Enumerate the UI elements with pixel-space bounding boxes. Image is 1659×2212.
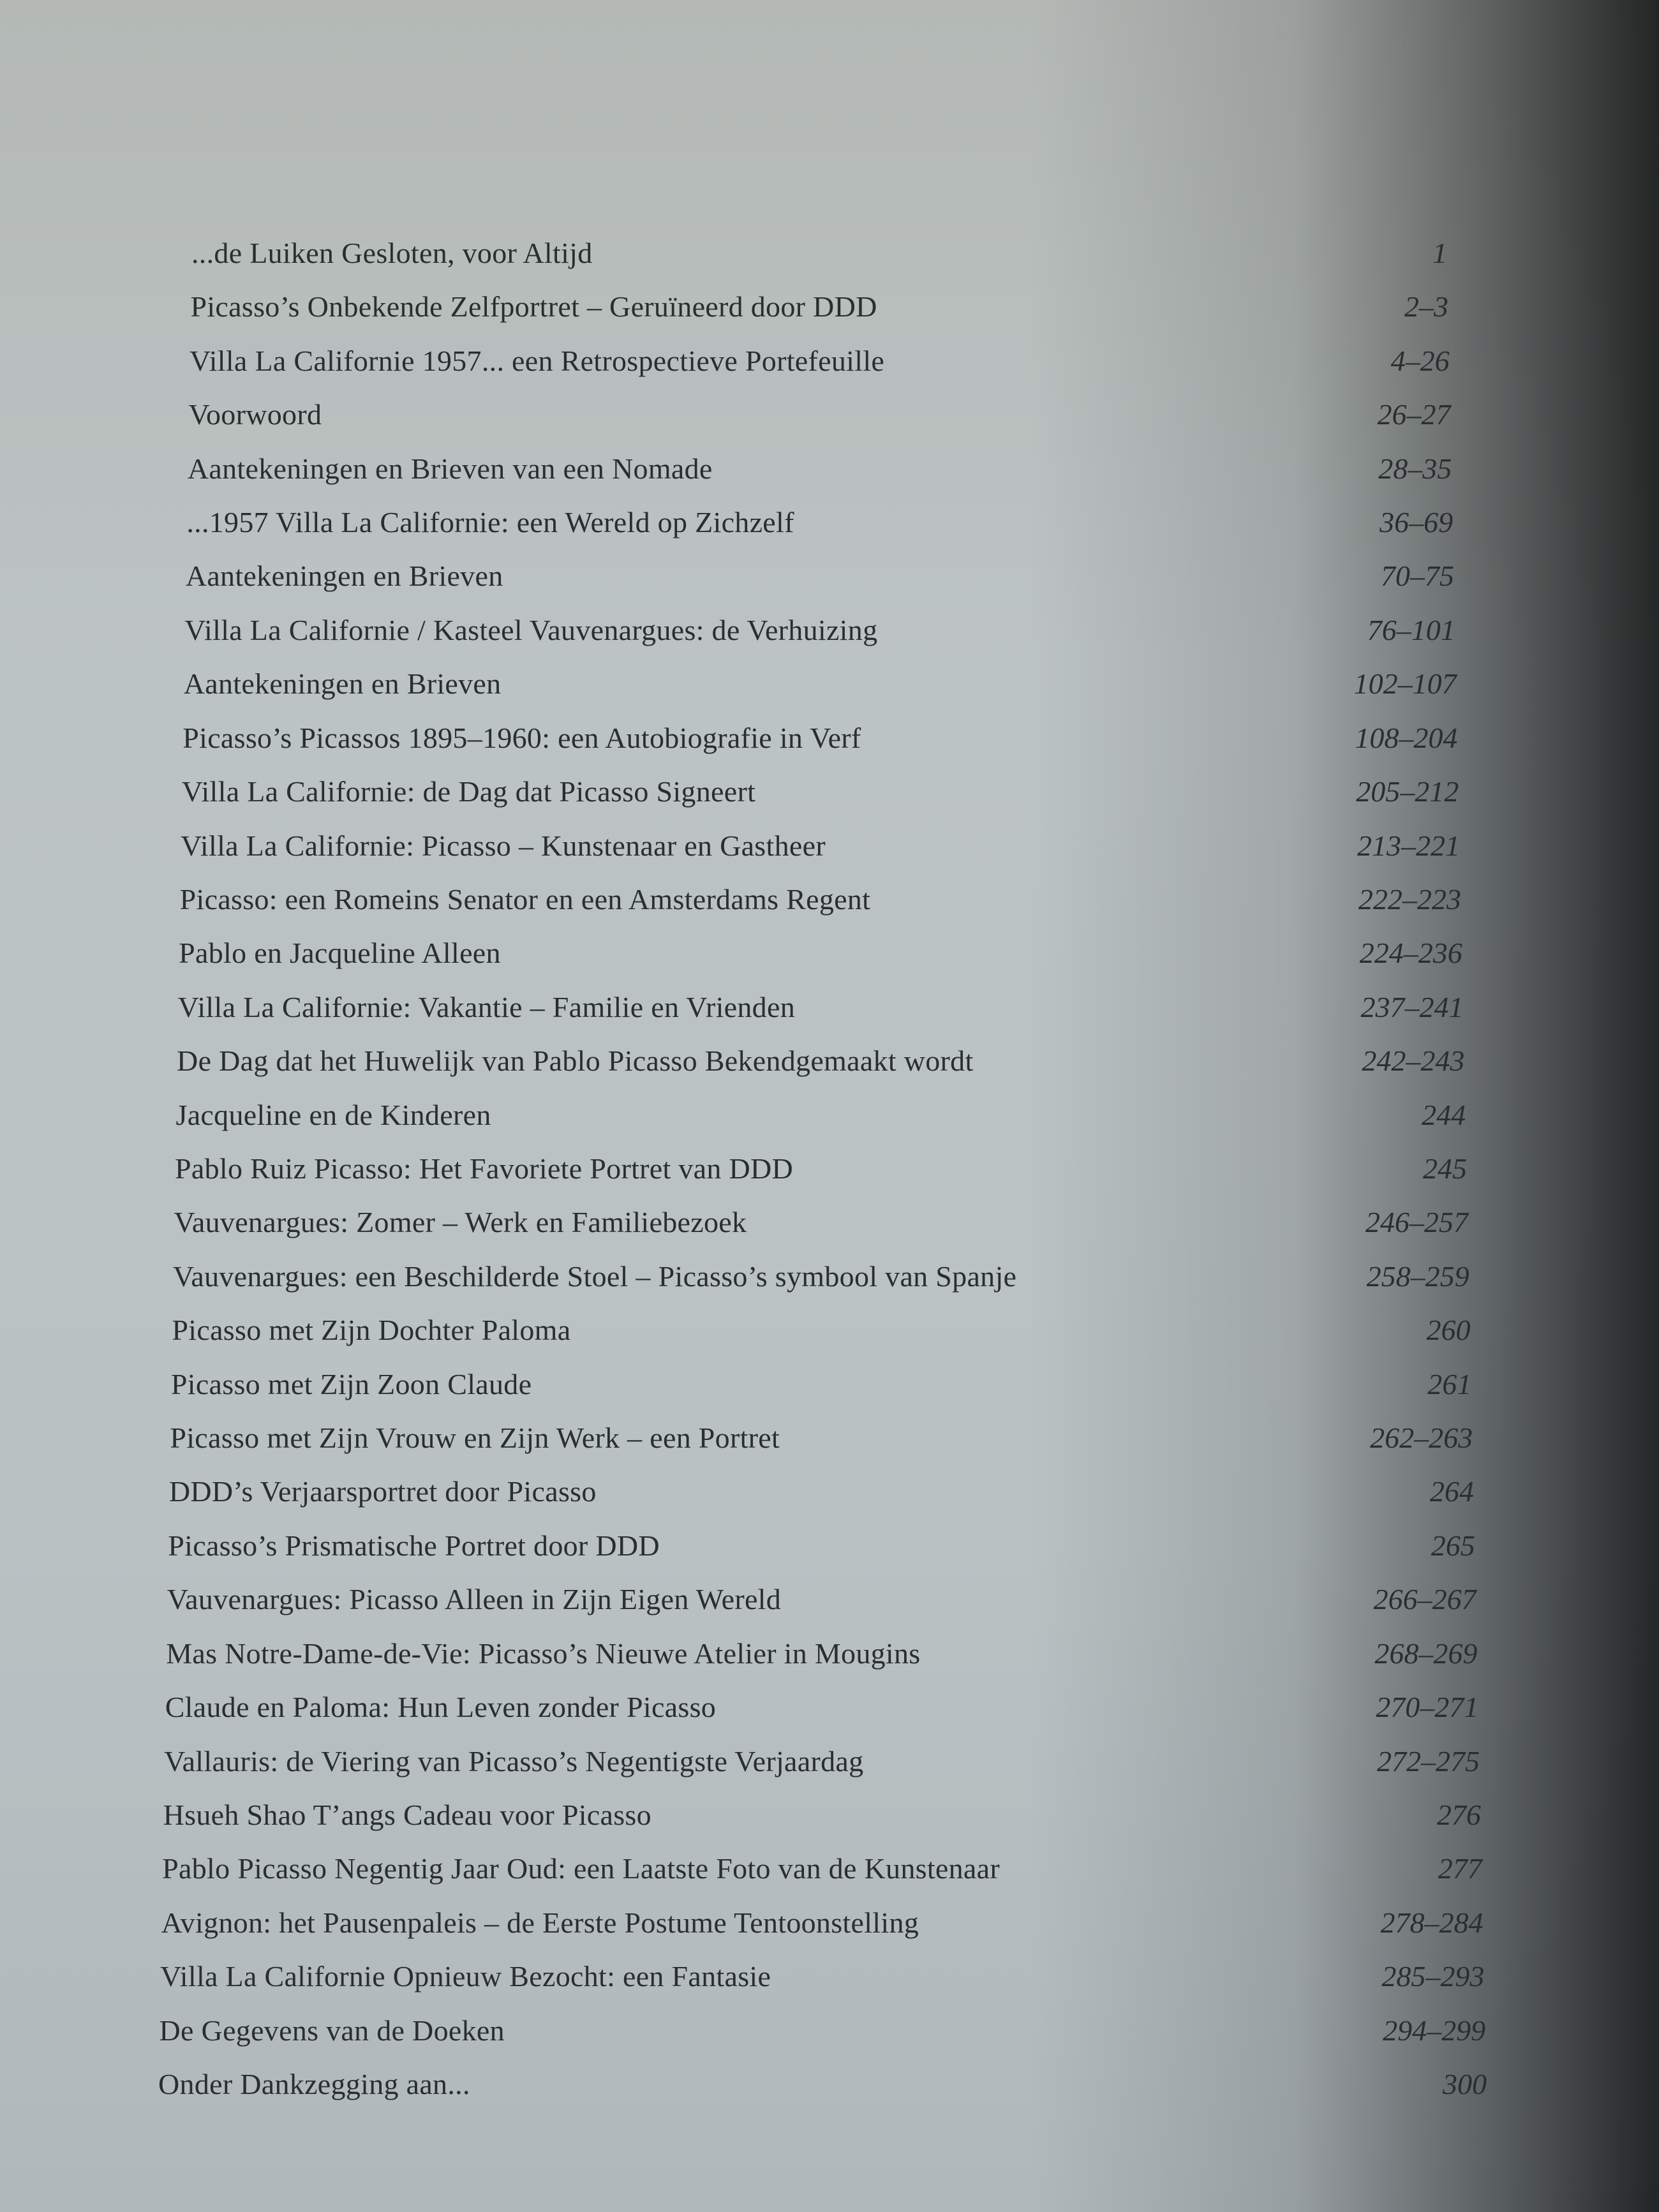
toc-entry-title: Pablo Picasso Negentig Jaar Oud: een Laatste Foto van de Kunstenaar	[162, 1852, 1000, 1885]
toc-entry	[188, 447, 1452, 491]
toc-entry-title: Villa La Californie: de Dag dat Picasso Signeert	[181, 775, 756, 808]
toc-entry	[184, 662, 1457, 706]
toc-entry-title: Vauvenargues: een Beschilderde Stoel – Picasso’s symbool van Spanje	[172, 1259, 1017, 1293]
toc-entry	[184, 608, 1455, 653]
toc-entry-title: Avignon: het Pausenpaleis – de Eerste Postume Tentoonstelling	[161, 1906, 919, 1939]
toc-entry	[174, 1200, 1468, 1245]
toc-entry-title: Pablo Ruiz Picasso: Het Favoriete Portret van DDD	[175, 1152, 794, 1185]
toc-entry-title: Mas Notre-Dame-de-Vie: Picasso’s Nieuwe Atelier in Mougins	[166, 1637, 921, 1670]
toc-entry-pages: 272–275	[1377, 1744, 1480, 1778]
toc-entry-title: Villa La Californie: Vakantie – Familie en Vrienden	[177, 990, 795, 1023]
toc-entry	[182, 716, 1457, 761]
toc-entry	[179, 931, 1462, 976]
toc-entry	[160, 1954, 1484, 1999]
toc-entry-pages: 260	[1426, 1314, 1471, 1347]
toc-entry-title: De Dag dat het Huwelijk van Pablo Picasso Bekendgemaakt wordt	[177, 1044, 974, 1078]
toc-entry-pages: 276	[1436, 1798, 1481, 1831]
toc-entry	[167, 1577, 1477, 1622]
toc-entry-pages: 205–212	[1356, 775, 1459, 808]
toc-entry	[190, 339, 1450, 383]
toc-entry-pages: 242–243	[1362, 1044, 1465, 1078]
toc-entry-pages: 294–299	[1383, 2014, 1486, 2047]
toc-entry-title: Picasso’s Prismatische Portret door DDD	[168, 1529, 660, 1562]
toc-entry-pages: 36–69	[1380, 506, 1454, 539]
toc-entry-pages: 262–263	[1370, 1421, 1473, 1455]
toc-entry-pages: 265	[1431, 1529, 1475, 1562]
toc-entry-pages: 261	[1427, 1367, 1472, 1400]
toc-entry	[172, 1308, 1470, 1353]
toc-entry-title: Picasso’s Picassos 1895–1960: een Autobiografie in Verf	[182, 721, 861, 754]
toc-entry-pages: 28–35	[1378, 452, 1452, 485]
toc-entry	[171, 1362, 1471, 1407]
toc-entry-title: Villa La Californie / Kasteel Vauvenargues: de Verhuizing	[184, 613, 878, 646]
toc-entry	[186, 554, 1454, 598]
toc-entry-pages: 258–259	[1366, 1259, 1469, 1293]
toc-entry-title: Jacqueline en de Kinderen	[175, 1098, 491, 1131]
toc-entry	[177, 1039, 1464, 1083]
toc-entry-title: Picasso met Zijn Vrouw en Zijn Werk – een Portret	[170, 1421, 780, 1455]
toc-entry	[163, 1793, 1481, 1837]
toc-entry-pages: 277	[1438, 1852, 1482, 1885]
toc-entry-pages: 278–284	[1380, 1906, 1484, 1939]
toc-entry	[162, 1846, 1482, 1891]
toc-entry-pages: 26–27	[1377, 398, 1451, 431]
toc-entry	[164, 1739, 1480, 1784]
toc-entry-title: Onder Dankzegging aan...	[158, 2068, 470, 2100]
toc-entry-title: Villa La Californie: Picasso – Kunstenaar en Gastheer	[181, 829, 826, 862]
toc-entry	[178, 985, 1464, 1030]
toc-entry	[186, 500, 1453, 545]
toc-entry	[176, 1093, 1466, 1138]
toc-entry-pages: 264	[1429, 1475, 1474, 1508]
toc-entry-pages: 268–269	[1374, 1637, 1478, 1670]
toc-entry	[173, 1254, 1469, 1299]
toc-entry	[182, 769, 1459, 814]
toc-entry-pages: 300	[1443, 2068, 1487, 2100]
toc-entry-pages: 266–267	[1373, 1583, 1477, 1616]
toc-entry-title: Pablo en Jacqueline Alleen	[179, 937, 501, 970]
toc-entry-title: Picasso met Zijn Zoon Claude	[170, 1367, 532, 1400]
toc-entry-title: Aantekeningen en Brieven	[183, 667, 502, 701]
toc-entry-pages: 244	[1422, 1098, 1466, 1131]
toc-entry-pages: 213–221	[1357, 829, 1461, 862]
toc-entry-title: Villa La Californie 1957... een Retrospectieve Portefeuille	[189, 344, 885, 377]
toc-entry-pages: 76–101	[1367, 613, 1455, 646]
toc-entry-title: Picasso’s Onbekende Zelfportret – Geruïneerd door DDD	[190, 290, 877, 323]
toc-entry-pages: 108–204	[1355, 721, 1458, 754]
toc-entry-title: Villa La Californie Opnieuw Bezocht: een Fantasie	[160, 1960, 771, 1993]
toc-entry-pages: 237–241	[1360, 990, 1464, 1023]
toc-entry-title: Aantekeningen en Brieven van een Nomade	[187, 452, 713, 485]
toc-entry	[165, 1685, 1479, 1730]
toc-entry	[170, 1416, 1473, 1460]
toc-entry	[190, 285, 1448, 329]
toc-entry	[160, 2008, 1486, 2053]
toc-entry-title: ...1957 Villa La Californie: een Wereld op Zichzelf	[186, 506, 794, 539]
toc-entry	[175, 1147, 1467, 1191]
toc-entry-pages: 2–3	[1404, 290, 1448, 323]
toc-entry-title: Vauvenargues: Picasso Alleen in Zijn Eigen Wereld	[167, 1583, 782, 1616]
toc-entry-title: Vauvenargues: Zomer – Werk en Familiebezoek	[174, 1206, 747, 1239]
toc-entry	[180, 877, 1461, 922]
toc-entry-title: Claude en Paloma: Hun Leven zonder Picasso	[165, 1691, 717, 1724]
toc-entry-title: DDD’s Verjaarsportret door Picasso	[168, 1475, 597, 1508]
toc-entry-title: Picasso: een Romeins Senator en een Amsterdams Regent	[179, 882, 871, 916]
toc-entry-title: Hsueh Shao T’angs Cadeau voor Picasso	[163, 1798, 651, 1831]
toc-entry	[181, 824, 1460, 868]
toc-entry-pages: 102–107	[1353, 667, 1457, 701]
toc-entry-title: Aantekeningen en Brieven	[185, 560, 503, 593]
toc-entry	[188, 392, 1450, 437]
toc-entry-title: ...de Luiken Gesloten, voor Altijd	[191, 237, 593, 269]
toc-entry-title: Picasso met Zijn Dochter Paloma	[172, 1314, 571, 1347]
toc-entry-pages: 224–236	[1359, 937, 1462, 970]
toc-entry-pages: 222–223	[1358, 882, 1461, 916]
toc-entry	[161, 1901, 1484, 1945]
toc-entry	[158, 2062, 1487, 2107]
toc-entry-pages: 245	[1423, 1152, 1467, 1185]
toc-entry-pages: 1	[1432, 237, 1447, 269]
toc-entry-title: Vallauris: de Viering van Picasso’s Negentigste Verjaardag	[164, 1744, 864, 1778]
toc-entry-pages: 246–257	[1365, 1206, 1468, 1239]
toc-entry-pages: 270–271	[1376, 1691, 1479, 1724]
toc-entry	[166, 1631, 1477, 1676]
toc-entry	[169, 1469, 1474, 1514]
toc-entry-pages: 70–75	[1380, 560, 1454, 593]
toc-entry	[168, 1524, 1475, 1568]
toc-entry-pages: 4–26	[1390, 344, 1450, 377]
toc-entry-pages: 285–293	[1381, 1960, 1485, 1993]
toc-entry-title: De Gegevens van de Doeken	[159, 2014, 505, 2047]
toc-entry	[191, 231, 1447, 276]
toc-entry-title: Voorwoord	[188, 398, 322, 431]
